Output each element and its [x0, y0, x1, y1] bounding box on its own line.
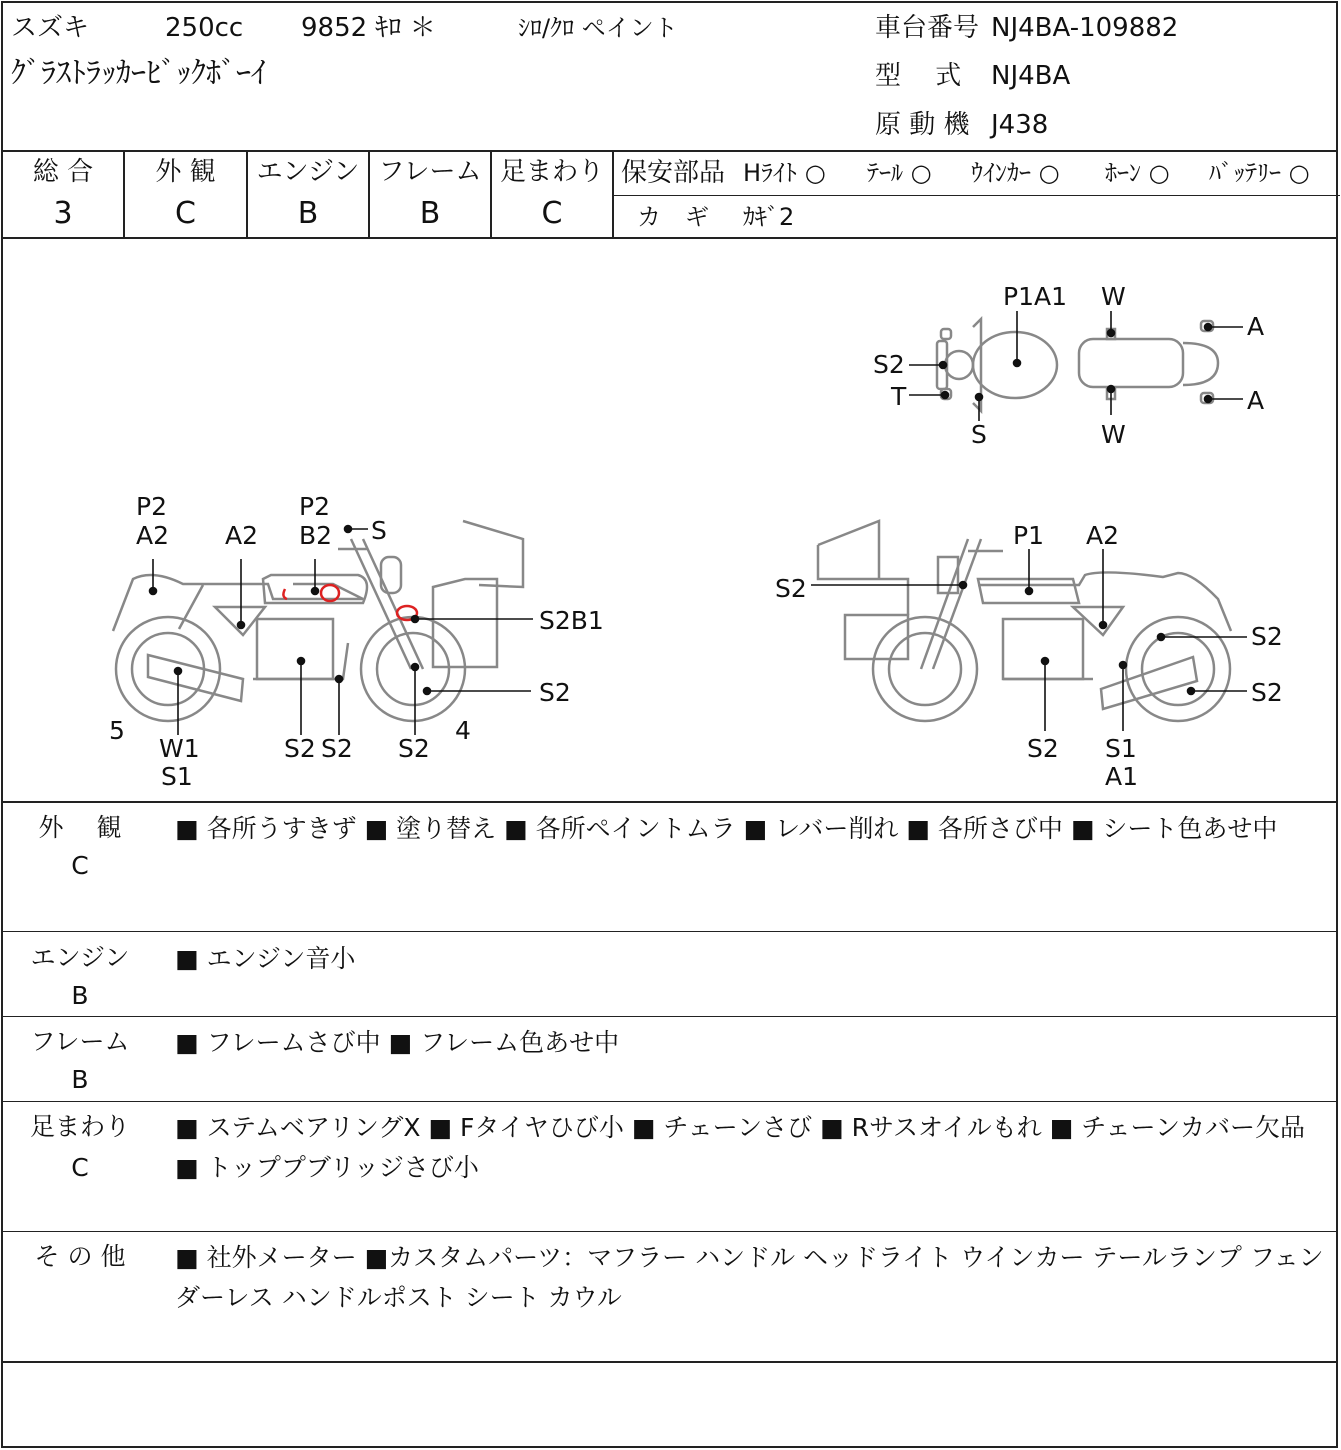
key-value: ｶｷﾞ2 — [743, 203, 795, 231]
lbl-left-p2a: P2 — [136, 492, 167, 521]
mileage: 9852 ｷﾛ ＊ — [301, 13, 436, 43]
inspection-sheet — [1, 1, 1338, 1448]
remark-frame-text: ■ フレームさび中 ■ フレーム色あせ中 — [175, 1028, 620, 1057]
battery-status: ○ — [1288, 159, 1310, 187]
grade-engine-label: エンジン — [256, 157, 360, 187]
lbl-left-s2f: S2 — [398, 734, 430, 763]
maker: スズキ — [11, 13, 90, 43]
lbl-top-a1: A — [1247, 312, 1265, 341]
safety-battery: ﾊﾞｯﾃﾘｰ ○ — [1209, 159, 1310, 187]
grade-suspension-label: 足まわり — [499, 157, 604, 187]
frame-no: NJ4BA-109882 — [991, 13, 1179, 43]
remark-frame-grade: B — [71, 1065, 89, 1094]
grade-suspension-value: C — [541, 196, 563, 231]
safety-tail: ﾃｰﾙ ○ — [867, 159, 932, 187]
lbl-top-t: T — [891, 382, 907, 411]
lbl-right-a2: A2 — [1086, 521, 1120, 550]
remark-engine-grade: B — [71, 981, 89, 1010]
lbl-left-s1: S1 — [161, 762, 193, 791]
key-label: カ ギ — [637, 203, 709, 231]
remark-engine-label: エンジン — [30, 943, 130, 972]
grade-engine-value: B — [297, 196, 319, 231]
lbl-right-s2r1: S2 — [1251, 622, 1283, 651]
winker-status: ○ — [1038, 159, 1060, 187]
safety-label: 保安部品 — [621, 158, 726, 188]
lbl-top-w1: W — [1101, 282, 1126, 311]
remark-engine-text: ■ エンジン音小 — [175, 944, 356, 973]
safety-winker: ｳｲﾝｶｰ ○ — [971, 159, 1060, 187]
lbl-right-s2r2: S2 — [1251, 678, 1283, 707]
remark-other-text: ■ 社外メーター ■カスタムパーツ：マフラー ハンドル ヘッドライト ウインカー テールランプ フェンダーレス ハンドルポスト シート カウル — [175, 1243, 1324, 1312]
lbl-left-s2m2: S2 — [321, 734, 353, 763]
model-name: ｸﾞﾗｽﾄﾗｯｶｰﾋﾞｯｸﾎﾞｰｲ — [11, 56, 266, 91]
lbl-left-a2a: A2 — [136, 521, 170, 550]
headlight-status: ○ — [804, 159, 826, 187]
lbl-top-p1a1: P1A1 — [1003, 282, 1067, 311]
remark-suspension-label: 足まわり — [29, 1112, 130, 1141]
tail-status: ○ — [910, 159, 932, 187]
remark-exterior-label: 外 観 — [38, 813, 122, 842]
lbl-left-5: 5 — [109, 716, 125, 745]
remark-exterior-text: ■ 各所うすきず ■ 塗り替え ■ 各所ペイントムラ ■ レバー削れ ■ 各所さび中 ■ シート色あせ中 — [175, 814, 1278, 843]
type-label: 型 式 — [875, 61, 962, 91]
damage-diagram — [3, 239, 1340, 803]
displacement: 250cc — [165, 13, 244, 43]
lbl-top-a2: A — [1247, 386, 1265, 415]
grade-exterior-label: 外 観 — [155, 157, 216, 187]
frame-no-label: 車台番号 — [875, 13, 980, 43]
remark-other-label: そ の 他 — [34, 1242, 126, 1271]
lbl-left-s: S — [371, 516, 387, 545]
lbl-top-s2: S2 — [873, 350, 905, 379]
horn-status: ○ — [1148, 159, 1170, 187]
lbl-right-s2b: S2 — [1027, 734, 1059, 763]
lbl-left-s2m1: S2 — [284, 734, 316, 763]
grade-total-value: 3 — [53, 196, 73, 231]
type-value: NJ4BA — [991, 61, 1071, 91]
remark-suspension-grade: C — [71, 1153, 89, 1182]
grade-frame-label: フレーム — [378, 157, 482, 187]
remark-suspension-text: ■ ステムベアリングX ■ Fタイヤひび小 ■ チェーンさび ■ Rサスオイルもれ ■ チェーンカバー欠品 ■ トッププブリッジさび小 — [175, 1113, 1306, 1182]
grade-total-label: 総 合 — [32, 157, 94, 187]
lbl-right-s1: S1 — [1105, 734, 1137, 763]
lbl-top-s: S — [971, 420, 987, 449]
lbl-right-s2l: S2 — [775, 574, 807, 603]
safety-headlight: Hﾗｲﾄ ○ — [743, 159, 826, 187]
color: ｼﾛ/ｸﾛ ペイント — [518, 14, 678, 42]
lbl-left-s2b1: S2B1 — [539, 606, 604, 635]
grade-frame-value: B — [419, 196, 441, 231]
lbl-right-a1: A1 — [1105, 762, 1139, 791]
lbl-left-w1: W1 — [159, 734, 200, 763]
safety-horn: ﾎｰﾝ ○ — [1105, 159, 1170, 187]
engine-label: 原 動 機 — [875, 110, 970, 140]
right-side-bike — [818, 521, 1231, 721]
lbl-right-p1: P1 — [1013, 521, 1044, 550]
lbl-left-a2b: A2 — [225, 521, 259, 550]
grade-exterior-value: C — [175, 196, 196, 231]
lbl-left-p2b: P2 — [299, 492, 330, 521]
engine-value: J438 — [991, 110, 1049, 140]
lbl-top-w2: W — [1101, 420, 1126, 449]
lbl-left-b2: B2 — [299, 521, 333, 550]
lbl-left-s2r: S2 — [539, 678, 571, 707]
remark-frame-label: フレーム — [30, 1027, 130, 1056]
lbl-left-4: 4 — [455, 716, 471, 745]
remark-exterior-grade: C — [71, 851, 89, 880]
